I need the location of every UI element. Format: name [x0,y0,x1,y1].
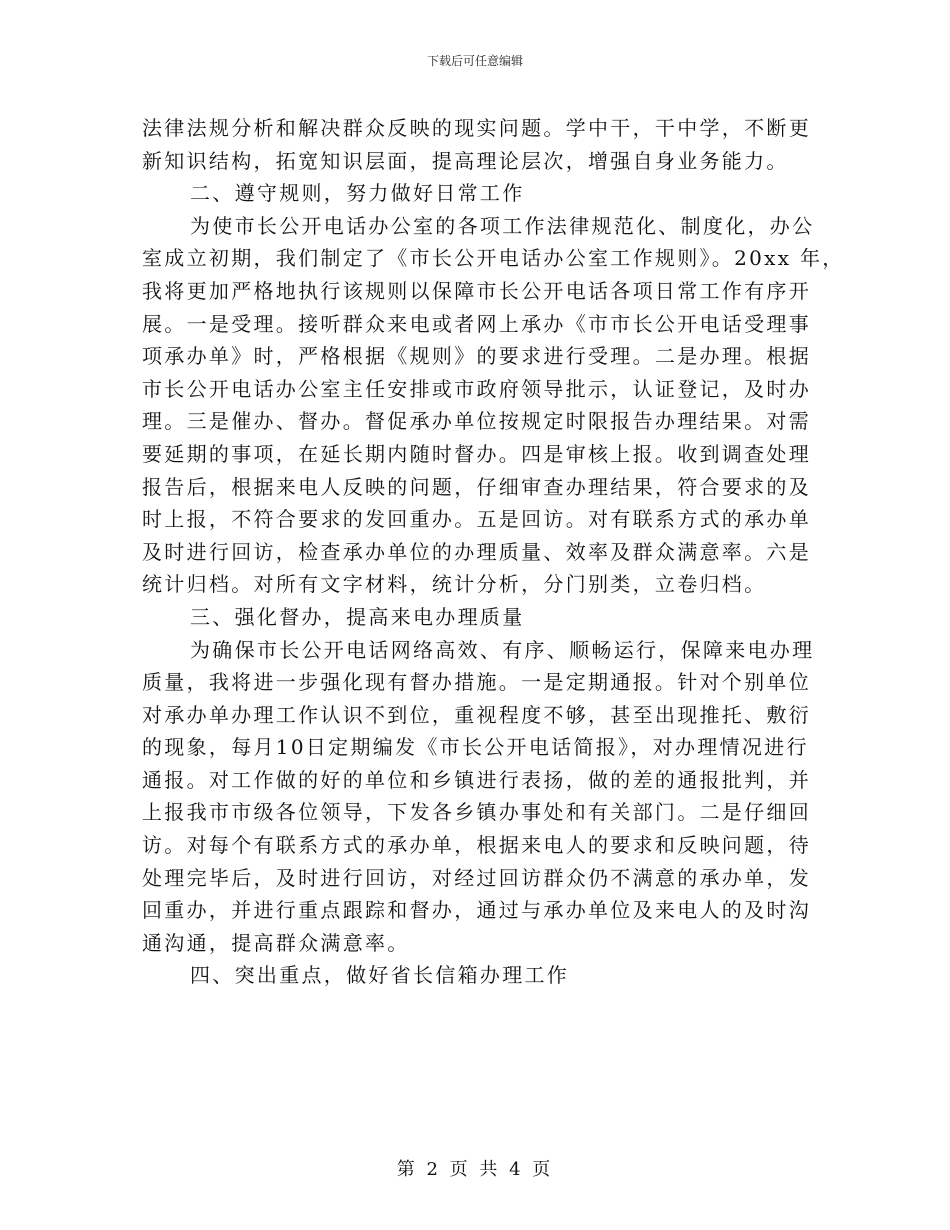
text-line: 室成立初期，我们制定了《市长公开电话办公室工作规则》。20xx 年， [142,246,845,271]
text-line: 通报。对工作做的好的单位和乡镇进行表扬，做的差的通报批判，并 [142,767,811,792]
text-line: 处理完毕后，及时进行回访，对经过回访群众仍不满意的承办单，发 [142,865,811,890]
text-line: 要延期的事项，在延长期内随时督办。四是审核上报。收到调查处理 [142,441,811,466]
text-line: 通沟通，提高群众满意率。 [142,930,410,955]
page-header-note: 下载后可任意编辑 [426,54,523,68]
text-line: 质量，我将进一步强化现有督办措施。一是定期通报。针对个别单位 [142,670,811,695]
text-line: 报告后，根据来电人反映的问题，仔细审查办理结果，符合要求的及 [142,474,811,499]
text-line: 访。对每个有联系方式的承办单，根据来电人的要求和反映问题，待 [142,833,811,858]
text-line: 四、突出重点，做好省长信箱办理工作 [190,963,570,988]
text-line: 新知识结构，拓宽知识层面，提高理论层次，增强自身业务能力。 [142,148,789,173]
text-line: 三、强化督办，提高来电办理质量 [190,604,525,629]
text-line: 的现象，每月10日定期编发《市长公开电话简报》，对办理情况进行 [142,735,809,760]
text-line: 为使市长公开电话办公室的各项工作法律规范化、制度化，办公 [190,213,815,238]
text-line: 对承办单办理工作认识不到位，重视程度不够，甚至出现推托、敷衍 [142,702,811,727]
text-line: 我将更加严格地执行该规则以保障市长公开电话各项日常工作有序开 [142,278,811,303]
text-line: 统计归档。对所有文字材料，统计分析，分门别类，立卷归档。 [142,572,767,597]
text-line: 时上报，不符合要求的发回重办。五是回访。对有联系方式的承办单 [142,507,811,532]
text-line: 上报我市市级各位领导，下发各乡镇办事处和有关部门。二是仔细回 [142,800,811,825]
text-line: 理。三是催办、督办。督促承办单位按规定时限报告办理结果。对需 [142,409,811,434]
text-line: 展。一是受理。接听群众来电或者网上承办《市市长公开电话受理事 [142,311,811,336]
text-line: 及时进行回访，检查承办单位的办理质量、效率及群众满意率。六是 [142,539,811,564]
text-line: 二、遵守规则，努力做好日常工作 [190,181,525,206]
page-number-footer: 第 2 页 共 4 页 [396,1159,554,1180]
document-body [142,112,845,992]
text-line: 为确保市长公开电话网络高效、有序、顺畅运行，保障来电办理 [190,637,815,662]
text-line: 项承办单》时，严格根据《规则》的要求进行受理。二是办理。根据 [142,344,811,369]
text-line: 市长公开电话办公室主任安排或市政府领导批示，认证登记，及时办 [142,376,811,401]
text-line: 法律法规分析和解决群众反映的现实问题。学中干，干中学，不断更 [142,116,811,140]
text-line: 回重办，并进行重点跟踪和督办，通过与承办单位及来电人的及时沟 [142,898,811,923]
